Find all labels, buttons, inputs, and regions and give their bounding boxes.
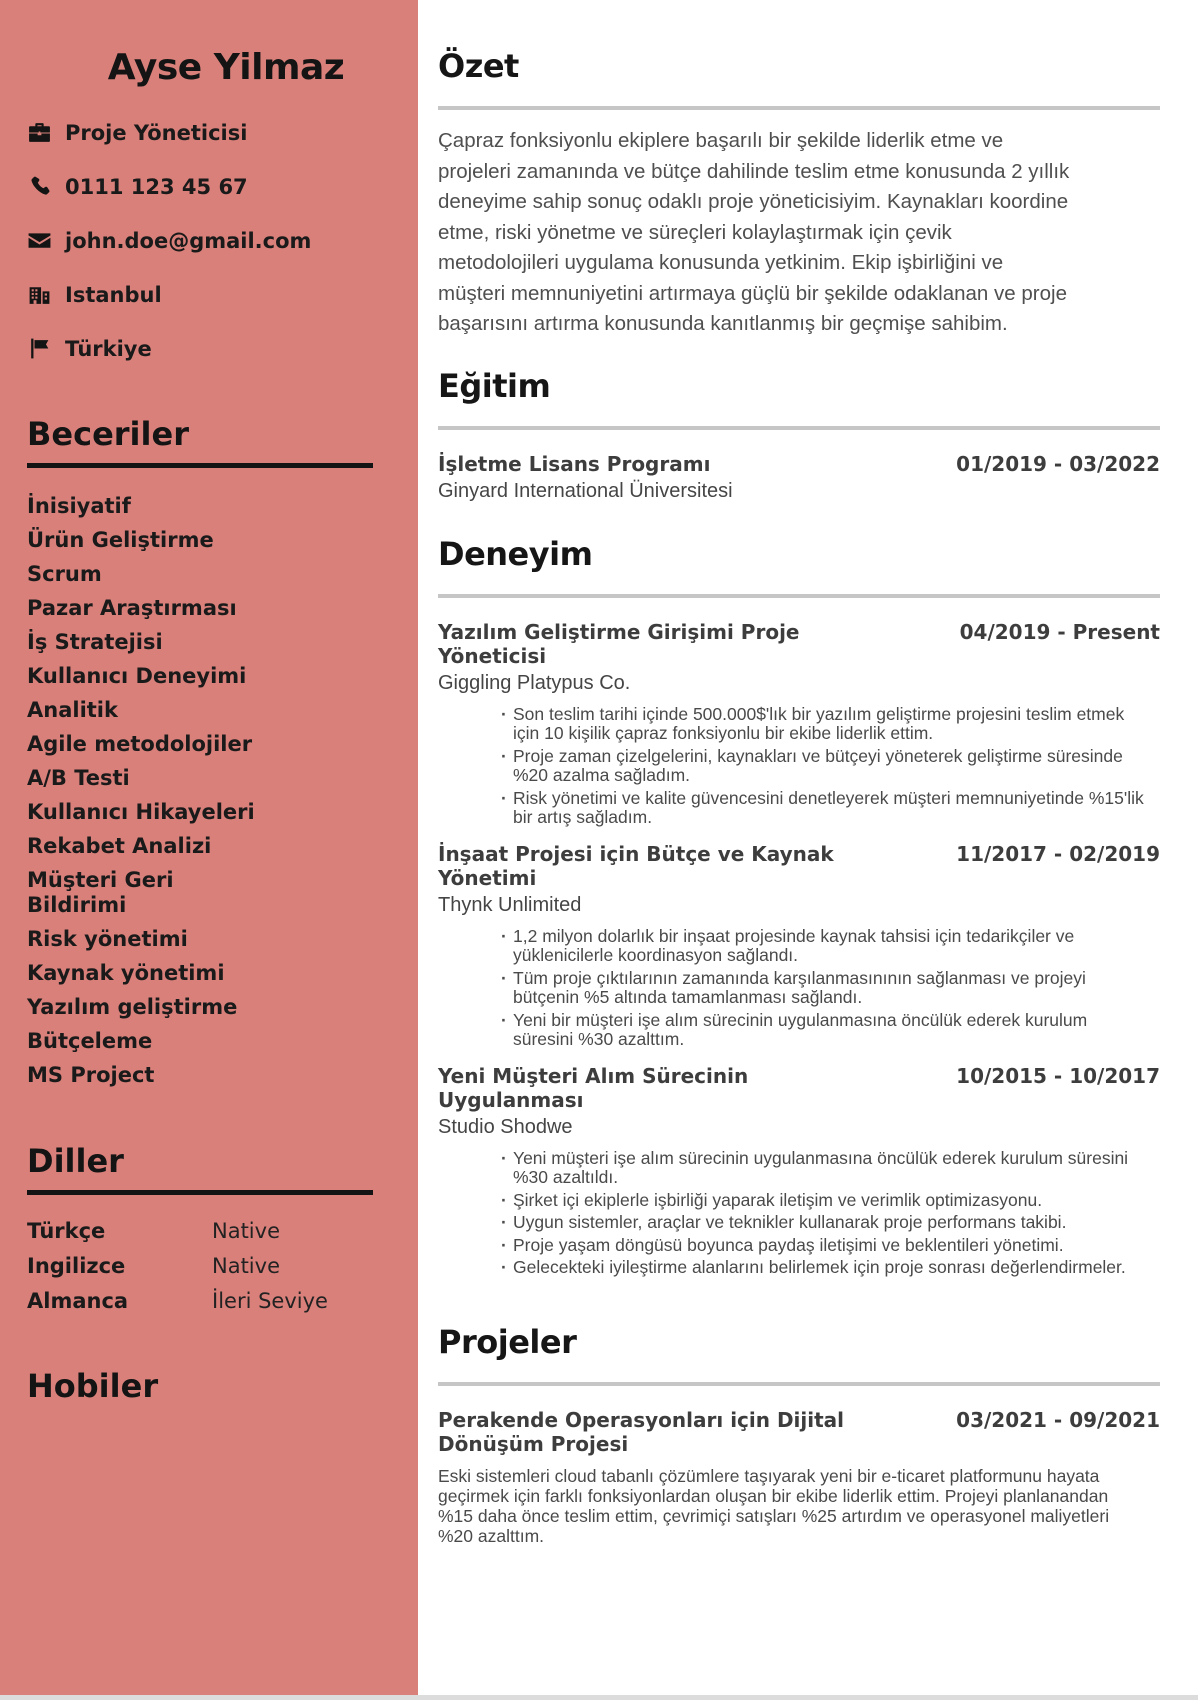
education-section: [438, 366, 1160, 504]
education-entry: [438, 452, 1160, 504]
experience-entry: [438, 1064, 1160, 1278]
language-name: Almanca: [27, 1289, 129, 1313]
job-bullet: · Yeni bir müşteri işe alım sürecinin uygulanmasına öncülük ederek kurulum süresini %30 azalttım.: [500, 1011, 1152, 1050]
skill-item: Kullanıcı Deneyimi: [27, 664, 247, 688]
degree-name: İşletme Lisans Programı: [438, 451, 711, 476]
job-role: Yeni Müşteri Alım Sürecinin Uygulanması: [438, 1063, 749, 1112]
skill-item: Pazar Araştırması: [27, 596, 237, 620]
project-dates: 03/2021 - 09/2021: [956, 1407, 1160, 1432]
contact-email-label: john.doe@gmail.com: [65, 228, 312, 253]
languages-title-rule: [27, 1190, 373, 1195]
building-icon: [27, 282, 52, 307]
job-role: Yazılım Geliştirme Girişimi Proje Yöneticisi: [438, 619, 800, 668]
job-bullet: · Uygun sistemler, araçlar ve teknikler kullanarak proje performans takibi.: [500, 1213, 1152, 1233]
language-level: İleri Seviye: [212, 1289, 328, 1313]
contact-country: [27, 336, 391, 361]
contact-country-label: Türkiye: [65, 336, 152, 361]
skill-item: Ürün Geliştirme: [27, 528, 214, 552]
projects-title: Projeler: [438, 1322, 577, 1361]
skills-list: [27, 494, 259, 1088]
contact-city: [27, 282, 391, 307]
skill-item: Analitik: [27, 698, 118, 722]
experience-title: Deneyim: [438, 534, 593, 573]
briefcase-icon: [27, 120, 52, 145]
skill-item: Bütçeleme: [27, 1029, 153, 1053]
language-level: Native: [212, 1219, 280, 1243]
skill-item: İş Stratejisi: [27, 630, 163, 654]
skill-item: Risk yönetimi: [27, 927, 188, 951]
job-dates: 04/2019 - Present: [959, 619, 1160, 644]
section-rule: [438, 106, 1160, 110]
skill-item: Agile metodolojiler: [27, 732, 253, 756]
job-bullet: · Gelecekteki iyileştirme alanlarını belirlemek için proje sonrası değerlendirmeler.: [500, 1258, 1152, 1278]
job-bullet-list: [500, 927, 1152, 1050]
job-bullet: · Yeni müşteri işe alım sürecinin uygulanmasına öncülük ederek kurulum süresini %30 azaltıldı.: [500, 1149, 1152, 1188]
section-rule: [438, 594, 1160, 598]
job-dates: 10/2015 - 10/2017: [956, 1063, 1160, 1088]
hobbies-section-title: Hobiler: [27, 1367, 159, 1405]
main-content: [438, 0, 1160, 1546]
skill-item: Scrum: [27, 562, 102, 586]
experience-section: [438, 534, 1160, 1278]
job-bullet: · Proje zaman çizelgelerini, kaynakları ve bütçeyi yöneterek geliştirme süresinde %20 azalma sağladım.: [500, 747, 1152, 786]
summary-text: Çapraz fonksiyonlu ekiplere başarılı bir şekilde liderlik etme ve projeleri zamanında ve bütçe dahilinde teslim etme konusunda 2 yıllık deneyime sahip sonuç odaklı proje yöneticisiyim. Kaynakları koordine etme, riski yönetme ve süreçleri kolaylaştırmak için çevik metodolojileri uygulama konusunda yetkinim. Ekip işbirliğini ve müşteri memnuniyetini artırmaya güçlü bir şekilde odaklanan ve proje başarısını artırma konusunda kanıtlanmış bir geçmişe sahibim.: [438, 129, 1070, 335]
projects-section: [438, 1322, 1160, 1546]
language-name: Ingilizce: [27, 1254, 126, 1278]
job-bullet-list: [500, 1149, 1152, 1278]
job-bullet: · Risk yönetimi ve kalite güvencesini denetleyerek müşteri memnuniyetinde %15'lik bir artış sağladım.: [500, 789, 1152, 828]
summary-title: Özet: [438, 47, 519, 85]
job-bullet: · Proje yaşam döngüsü boyunca paydaş iletişimi ve beklentileri yönetimi.: [500, 1236, 1152, 1256]
language-row: [27, 1219, 391, 1243]
languages-section-title: Diller: [27, 1142, 124, 1180]
skills-title-rule: [27, 463, 373, 468]
job-dates: 11/2017 - 02/2019: [956, 841, 1160, 866]
contact-list: [27, 120, 391, 361]
contact-job-title: [27, 120, 391, 145]
education-title: Eğitim: [438, 366, 551, 405]
project-entry: [438, 1408, 1160, 1546]
company-name: Studio Shodwe: [438, 1115, 573, 1138]
person-name: Ayse Yilmaz: [107, 47, 345, 88]
company-name: Giggling Platypus Co.: [438, 671, 631, 694]
language-row: [27, 1254, 391, 1278]
contact-phone: [27, 174, 391, 199]
section-rule: [438, 426, 1160, 430]
job-bullet: · 1,2 milyon dolarlık bir inşaat projesinde kaynak tahsisi için tedarikçiler ve yüklenicilerle koordinasyon sağlandı.: [500, 927, 1152, 966]
skill-item: Müşteri Geri Bildirimi: [27, 868, 174, 917]
experience-entry: [438, 620, 1160, 828]
skill-item: MS Project: [27, 1063, 155, 1087]
contact-city-label: Istanbul: [65, 282, 162, 307]
languages-list: [27, 1219, 391, 1313]
section-rule: [438, 1382, 1160, 1386]
sidebar: [0, 0, 418, 1700]
skill-item: Yazılım geliştirme: [27, 995, 238, 1019]
project-description: Eski sistemleri cloud tabanlı çözümlere taşıyarak yeni bir e-ticaret platformunu hayata geçirmek için farklı fonksiyonlardan oluşan bir ekibe liderlik ettim. Projeyi planlanandan %15 daha önce teslim ettim, çevrimiçi satışları %25 artırdım ve operasyonel maliyetleri %20 azalttım.: [438, 1465, 1110, 1546]
school-name: Ginyard International Üniversitesi: [438, 479, 733, 502]
language-row: [27, 1289, 391, 1313]
contact-email: [27, 228, 391, 253]
skill-item: Kullanıcı Hikayeleri: [27, 800, 255, 824]
company-name: Thynk Unlimited: [438, 893, 582, 916]
job-bullet: · Şirket içi ekiplerle işbirliği yaparak iletişim ve verimlik optimizasyonu.: [500, 1191, 1152, 1211]
job-bullet-list: [500, 705, 1152, 828]
education-dates: 01/2019 - 03/2022: [956, 451, 1160, 476]
job-bullet: · Tüm proje çıktılarının zamanında karşılanmasınının sağlanması ve projeyi bütçenin %5 altında tamamlanması sağlandı.: [500, 969, 1152, 1008]
summary-section: [438, 46, 1160, 340]
contact-job-title-label: Proje Yöneticisi: [65, 120, 248, 145]
job-bullet: · Son teslim tarihi içinde 500.000$'lık bir yazılım geliştirme projesini teslim etmek için 10 kişilik çapraz fonksiyonlu bir ekibe liderlik ettim.: [500, 705, 1152, 744]
language-name: Türkçe: [27, 1219, 106, 1243]
language-level: Native: [212, 1254, 280, 1278]
skill-item: Rekabet Analizi: [27, 834, 212, 858]
project-name: Perakende Operasyonları için Dijital Dönüşüm Projesi: [438, 1407, 845, 1456]
contact-phone-label: 0111 123 45 67: [65, 174, 248, 199]
job-role: İnşaat Projesi için Bütçe ve Kaynak Yönetimi: [438, 841, 834, 890]
skills-section-title: Beceriler: [27, 415, 189, 453]
envelope-icon: [27, 228, 52, 253]
skill-item: Kaynak yönetimi: [27, 961, 225, 985]
flag-icon: [27, 336, 52, 361]
experience-entry: [438, 842, 1160, 1050]
phone-icon: [27, 174, 52, 199]
skill-item: A/B Testi: [27, 766, 130, 790]
skill-item: İnisiyatif: [27, 494, 131, 518]
